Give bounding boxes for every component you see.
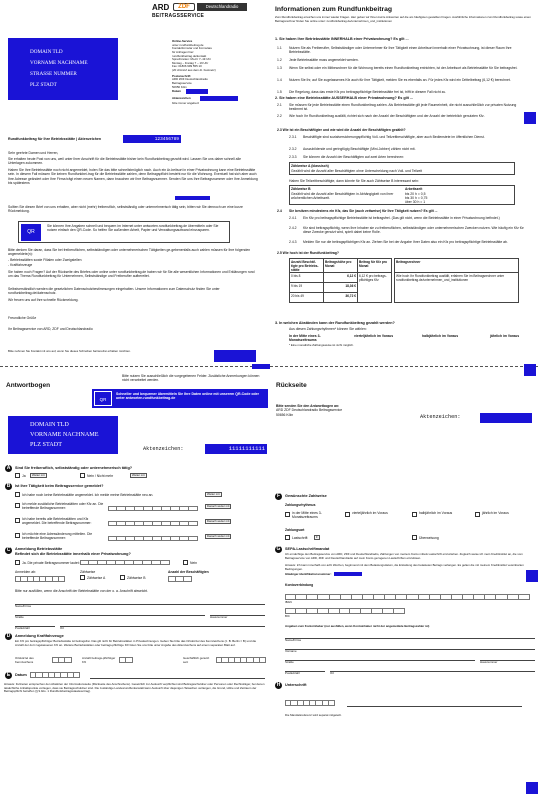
fee-header: Beitragsrechner: [395, 259, 519, 273]
zdf-logo: ZDF: [173, 3, 195, 11]
address-line: PLZ STADT: [30, 82, 57, 88]
bic-label: BIC: [285, 614, 290, 618]
checkbox-lastschrift[interactable]: [285, 535, 290, 540]
fee-cell: 20 bis 49: [290, 293, 324, 303]
letter-list-item: - Betriebsstätten sowie Filialen oder Zweigstellen: [8, 258, 82, 262]
deadline-redaction: [175, 196, 210, 200]
name-firma-line[interactable]: [15, 604, 265, 605]
item-text: Sie müssen für jede Betriebsstätte einen Rundfunkbeitrag zahlen. Als Betriebsstätte gilt jede Raumeinheit, die nicht ausschließlich zur privaten Nutzung bestimmt ist.: [289, 103, 517, 112]
postal-title: Postanschrift: [172, 73, 191, 78]
online-service-line: für Anfragen hier:: [172, 49, 195, 54]
anzahl-label: Anzahl der Beschäftigten: [168, 570, 209, 574]
field-label: Vorname: [285, 649, 297, 653]
response-form-front: [0, 370, 270, 800]
zaehlweise-b-label: Zählweise B: [127, 576, 146, 580]
address-line: STRASSE NUMMER: [30, 71, 77, 77]
item-number: 1.1: [277, 46, 282, 50]
online-service-block: [172, 40, 266, 89]
fee-cell: 18,36 €: [324, 283, 358, 293]
letter-paragraph: Bitte denken Sie daran, dass Sie bei freiberuflichen, selbstständigen oder unternehmerischen Tätigkeiten ge-gebenenfalls auch zahlen müssen für Ihre folgenden angemeldete(n):: [8, 248, 251, 257]
field-label: Name/Firma: [15, 604, 31, 608]
form-qr-box: [92, 389, 268, 408]
info-subsection-title: 2.5 Wie hoch ist der Rundfunkbeitrag?: [277, 251, 339, 255]
inhaber-name-line[interactable]: [285, 638, 535, 639]
option-b3-label: Ich habe bereits alle Betriebsstätten und Kfz angemeldet. Die betreffende Beitragsnummer:: [22, 517, 92, 526]
info-section-title: 2. Sie haben eine Betriebsstätte AUSSERHALB einer Privatwohnung? Es gilt ...: [275, 96, 413, 100]
subject-az-number: 123456789: [154, 136, 179, 142]
checkbox-zaehlweise-a[interactable]: [80, 575, 85, 580]
fee-calc-cell: Wie hoch Ihr Rundfunkbeitrag ausfällt, erfahren Sie im Beitragsrechner unter rundfunkbeitrag.de/unternehmen_und_institutionen: [395, 273, 519, 303]
rhythm-note: * Eine monatliche Zahlungsweise ist nicht möglich.: [289, 343, 354, 347]
section-d-text: Ein Kfz pro beitragspflichtiger Betriebsstätte ist beitragsfrei. Das gilt nicht für Betriebsstätten in Privatwohnungen. Geben Sie bitte das Ortskürzel des Kennzeichens (z. B. Berlin = B) und die Anzahl der dort zugelassenen Kfz an. Weitere Betriebsstätten oder beitrags-pflichtige Kfz listen Sie uns bitte unter Angabe des Aktenzeichens auf einem separaten Blatt auf.: [15, 639, 257, 647]
letter-paragraph: Sie erhalten heute Post von uns, weil unter Ihrer Anschrift für die Betriebsstätte bisher kein Rundfunkbeitrag gezahlt wird. Lassen Sie uns daher schnell alle Unterlagen zukommen.: [8, 157, 241, 166]
fee-header: Beitrag für Kfz pro Monat: [358, 259, 392, 273]
rhythm-label: vierteljährlich im Voraus: [352, 511, 388, 515]
section-h-marker: H: [276, 682, 281, 688]
aktenzeichen-label: Aktenzeichen: [172, 96, 191, 100]
fee-cell: 36,72 €: [324, 293, 358, 303]
checkbox-ja-label: Ja: [22, 474, 26, 478]
checkbox-ja[interactable]: [15, 473, 20, 478]
response-form-back: [272, 370, 538, 800]
address-note: Bitte nur ausfüllen, wenn die Anschrift der Betriebsstätte von der o. a. Anschrift abweicht.: [15, 589, 149, 593]
date-redaction: [186, 89, 208, 94]
deutschlandradio-logo: Deutschlandradio: [197, 3, 247, 11]
rhythm-label: jährlich im Voraus: [482, 511, 509, 515]
item-text: Kfz sind beitragspflichtig, wenn Ihre Inhaber sie zu freiberuflichen, selbstständigen oder unternehmerischen Zwecken nutzen. Wie häufig ein Kfz für diese Zwecke genutzt wird, spielt dabei keine Rolle.: [303, 226, 524, 235]
item-text: Wie hoch Ihr Rundfunkbeitrag ausfällt, richtet sich nach der Anzahl der Beschäftigten und der Anzahl der betrieblich genutzten Kfz.: [289, 114, 485, 118]
item-number: 2.1: [277, 103, 282, 107]
checkbox-c-ja-label: Ja. Die private Beitragsnummer lautet:: [22, 561, 80, 565]
letter-paragraph: Sie haben noch Fragen? Auf der Rückseite des Briefes oder online unter rundfunkbeitrag.de haben wir für Sie alle wesentlichen Informationen und Erklärungen rund um das Thema Rundfunkbeitrag für Unternehmen, Selbstständige und Freiberufler aufbereitet.: [8, 270, 255, 279]
send-to-title: Bitte senden Sie den Antwortbogen an:: [276, 404, 340, 408]
cover-letter: [0, 0, 268, 363]
item-text: Die Regelung, dass das erste Kfz pro beitragspflichtige Betriebsstätte frei ist, trifft in diesem Fall nicht zu.: [289, 90, 447, 94]
qr-text: Sie können Ihre Angaben schnell und bequem im Internet unter antworten.rundfunkbeitrag.de übermitteln oder Sie nutzen einfach den QR-Code. So helfen Sie außerdem Arbeit, Papier und Verwaltungsaufwand einzusparen.: [47, 224, 219, 233]
zaehlweise-b-text: Gezählt wird die Anzahl aller Beschäftigten in Abhängigkeit von ihrer wöchentlichen Arbeitszeit.: [291, 192, 394, 201]
weiter-badge: F: [316, 535, 318, 539]
section-f-title: Gewünschte Zahlweise: [285, 494, 327, 498]
item-number: 2.3.1: [289, 135, 297, 139]
datum-field-label: Datum: [15, 673, 27, 677]
form-az-redaction: [205, 444, 267, 454]
back-title: Rückseite: [276, 382, 307, 389]
online-service-line: unter rundfunkbeitrag.de: [172, 42, 204, 47]
letter-paragraph: Wir freuen uns auf Ihre schnelle Rückmeldung.: [8, 298, 79, 302]
form-az-number: 11111111111: [228, 445, 265, 452]
section-e-marker: E: [6, 672, 11, 678]
section-c-title: Anmeldung Betriebsstätte: [15, 547, 63, 551]
letter-paragraph: Selbstverständlich werden die gesetzlichen Datenschutzbestimmungen eingehalten. Unsere Informationen zum Datenschutz finden Sie unter rundfunkbeitrag.de/datenschutz.: [8, 287, 220, 296]
zaehlweise-a-text: Gezählt wird die Anzahl aller Beschäftigten ohne Unterscheidung nach Voll- und Teilzeit: [291, 169, 423, 173]
online-service-line: (20 ct/Anruf aus dem dt. Festnetz): [172, 68, 216, 72]
sepa-hinweis: Hinweis: Ich kann innerhalb von acht Wochen, beginnend mit dem Belastungsdatum, die Erstattung des belasteten Betrags verlangen. Es gelten die mit meinem Kreditinstitut vereinbarten Bedingungen.: [285, 563, 524, 571]
section-d-title: Anmeldung Kraftfahrzeuge: [15, 634, 64, 638]
back-az-label: Aktenzeichen:: [420, 414, 461, 420]
field-label: Postleitzahl: [285, 671, 300, 675]
option-b1-label: Ich habe noch keine Betriebsstätte angemeldet. Ich melde meine Betriebsstätte neu an.: [22, 493, 154, 497]
item-text: Nutzen Sie Ihr, auf Sie zugelassenes Kfz auch für Ihre Tätigkeit, melden Sie es ebenfalls an. Für jedes Kfz wird ein Drittelbeitrag (6,12 €) berechnet.: [289, 78, 511, 82]
item-number: 1.2: [277, 58, 282, 62]
form-qr-text: Schneller und bequemer übermitteln Sie Ihre Daten online mit unserem QR-Code oder unter antworten.rundfunkbeitrag.de: [116, 392, 259, 401]
weiter-badge: Weiter mit: [132, 473, 145, 477]
form-title: Antwortbogen: [6, 382, 51, 389]
item-number: 2.4.1: [289, 216, 297, 220]
anzahl-field[interactable]: [168, 576, 192, 582]
field-label: Name/Firma: [285, 638, 301, 642]
zaehlweise-a-box: [289, 162, 515, 175]
item-number: 1.3: [277, 66, 282, 70]
aktenzeichen-redaction: [200, 96, 238, 101]
zaehlweise-hint: Haben Sie Teilzeitbeschäftigte, dann könnte für Sie auch Zählweise B interessant sein:: [289, 179, 419, 183]
address-line: DOMAIN TLD: [30, 421, 69, 428]
kfz-date-field[interactable]: [216, 657, 266, 663]
letter-signature: Ihr Beitragsservice von ARD, ZDF und Deutschlandradio: [8, 327, 93, 331]
section-b-marker: B: [6, 483, 11, 489]
beitragsnummer-field[interactable]: [108, 506, 198, 511]
checkbox-nein-label: Nein / Nicht mehr: [87, 474, 114, 478]
section-c-marker: C: [6, 547, 11, 553]
form-az-label: Aktenzeichen:: [143, 446, 184, 452]
checkbox-c-nein-label: Nein: [190, 561, 197, 565]
item-text: Beschäftigte sind sozialversicherungspflichtig Voll- und Teilzeitbeschäftigte, aber auch Bedienstete im öffentlichen Dienst.: [303, 135, 485, 139]
ort-line[interactable]: [60, 626, 265, 627]
item-number: 2.2: [277, 114, 282, 118]
arbeitszeit-title: Arbeitszeit: [405, 187, 423, 191]
item-text: Auszubildende und geringfügig Beschäftigte (Mini-Jobber) zählen nicht mit.: [303, 147, 416, 151]
letter-paragraph: Sollten Sie diesen Brief von uns erhalten, aber nicht (mehr) freiberuflich, selbstständig oder unternehmerisch tätig sein, bitten wir Sie dennoch um eine kurze Rückmeldung.: [8, 205, 243, 214]
fee-cell: 6,12 €: [324, 273, 358, 283]
signature-line[interactable]: [90, 678, 265, 679]
checkbox-c-nein[interactable]: [183, 560, 188, 565]
zaehlweise-label: Zählweise: [80, 570, 96, 574]
postal-line: 50656 Köln: [172, 84, 187, 89]
qr-code[interactable]: QR: [21, 224, 41, 241]
form-instruction: Bitte nutzen Sie ausschließlich die vorgegebenen Felder. Zusätzliche Anmerkungen können nicht verarbeitet werden.: [122, 374, 260, 383]
private-beitragsnummer-field[interactable]: [80, 560, 170, 565]
item-text: Melden Sie nur die beitragspflichtigen Kfz an. Ziehen Sie bei der Angabe Ihrer Daten also ein Kfz pro beitragspflichtige Betriebsstätte ab.: [303, 240, 508, 244]
info-page: [272, 0, 538, 363]
address-redaction: [8, 38, 118, 100]
section-d-marker: D: [6, 633, 11, 639]
item-number: 2.4.2: [289, 226, 297, 230]
item-number: 2.3.3: [289, 155, 297, 159]
online-service-title: Online-Service: [172, 39, 193, 43]
anmelden-label: Anmelden ab:: [15, 570, 36, 574]
field-label: Ortskürzel des Kennzeichens: [15, 656, 34, 664]
address-line: VORNAME NACHNAME: [30, 431, 99, 438]
rhythm-subtitle: Aus diesen Zahlungsrhythmen* können Sie wählen:: [289, 327, 367, 331]
item-number: 2.4.3: [289, 240, 297, 244]
zahlungsart-title: Zahlungsart: [285, 528, 305, 532]
ard-logo: ARD: [152, 3, 170, 12]
unterschrift-date-field[interactable]: [285, 700, 335, 706]
field-label: Geschäftlich genutzt seit:: [183, 656, 210, 664]
kontoverbindung-title: Kontoverbindung: [285, 583, 314, 587]
info-subsection-title: Sie besitzen mindestens ein Kfz, das Sie (auch zeitweise) für Ihre Tätigkeit nutzen? Es gilt ...: [289, 209, 438, 213]
lastschrift-label: Lastschrift: [292, 536, 308, 540]
field-label: Hausnummer: [480, 660, 498, 664]
online-service-line: Fax: 01806 999 555 10: [172, 64, 202, 69]
checkbox-b2[interactable]: [15, 503, 20, 508]
checkbox-rhythm-halbjaehrlich[interactable]: [412, 512, 417, 517]
zaehlweise-a-label: Zählweise A: [87, 576, 106, 580]
field-label: Postleitzahl: [15, 626, 30, 630]
mandate-note: Die Mandatsreferenz wird separat mitgeteilt.: [285, 713, 342, 717]
weiter-badge: Weiter mit: [207, 492, 220, 496]
weiter-badge: Danach weiter mit: [207, 534, 230, 538]
fee-header: Beitragshöhe pro Monat: [324, 259, 358, 273]
checkbox-rhythm-mitte[interactable]: [285, 512, 290, 517]
edge-redaction: [524, 112, 536, 124]
zaehlweise-a-title: Zählweise A (klassisch): [291, 164, 329, 168]
kontoinhaber-title: Angaben zum Kontoinhaber (nur ausfüllen, wenn Kontoinhaber nicht der angemeldete Beitragszahler ist): [285, 624, 430, 628]
footer-redaction: [214, 350, 256, 362]
form-address-redaction: [8, 416, 118, 454]
edge-redaction: [524, 364, 536, 376]
checkbox-nein[interactable]: [80, 473, 85, 478]
field-label: Ort: [60, 626, 65, 630]
send-to-block: [276, 404, 396, 417]
kfz-anzahl-field[interactable]: [119, 657, 133, 663]
rhythm-option: halbjährlich im Voraus: [422, 334, 459, 338]
arbeitszeit-row: über 30 h = 1: [405, 200, 426, 204]
checkbox-b1[interactable]: [15, 492, 20, 497]
send-to-line: ARD ZDF Deutschlandradio Beitragsservice: [276, 408, 343, 413]
rhythm-option: In der Mitte eines 3-Monatszeitraums: [289, 334, 321, 343]
inhaber-ort-line[interactable]: [330, 671, 535, 672]
info-subsection-title: 2.3 Wie ist ein Beschäftigter und wie wird die Anzahl der Beschäftigten gezählt?: [277, 128, 406, 132]
rhythm-option: vierteljährlich im Voraus: [354, 334, 394, 338]
fee-table: [289, 258, 519, 303]
postal-line: ARD ZDF Deutschlandradio: [172, 77, 208, 82]
item-text: Ein Kfz pro beitragspflichtige Betriebsstätte ist beitragsfrei. (Das gilt nicht, wenn die Betriebsstätte in einer Privatwohnung befindet.): [303, 216, 500, 220]
datum-field[interactable]: [30, 672, 80, 678]
strasse-line[interactable]: [15, 615, 205, 616]
field-label: Hausnummer: [210, 615, 228, 619]
item-text: Wenn Sie selbst oder ein Mitbewohner für die Wohnung bereits einen Rundfunkbeitrag entrichten, ist der Arbeitsort als Betriebsstätte für Sie beitragsfrei.: [289, 66, 518, 70]
item-number: 1.4: [277, 78, 282, 82]
address-line: PLZ STADT: [30, 441, 62, 448]
checkbox-zaehlweise-b[interactable]: [120, 575, 125, 580]
item-text: Jede Betriebsstätte muss angemeldet werden.: [289, 58, 359, 62]
arbeitszeit-row: bis 30 h = 0,75: [405, 196, 428, 200]
section-c-question: Befindet sich die Betriebsstätte innerhalb einer Privatwohnung?: [15, 552, 131, 556]
checkbox-c-ja[interactable]: [15, 560, 20, 565]
letter-closing: Freundliche Grüße: [8, 316, 37, 320]
address-line: VORNAME NACHNAME: [30, 60, 88, 66]
rhythm-label: halbjährlich im Voraus: [419, 511, 453, 515]
beitragsnummer-field[interactable]: [108, 521, 198, 526]
letter-list-item: - Kraftfahrzeuge: [8, 263, 33, 267]
ortskuerzel-field[interactable]: [52, 657, 72, 663]
section-a-marker: A: [6, 465, 11, 471]
info-intro: Zum Rundfunkbeitrag erreichen uns immer wieder Fragen. Hier geben wir Ihnen kurze Antworten auf die am häufigsten gestellten Fragen. Ausführliche Informationen zum Rundfunkbeitrag sowie einen Beitragsrechner finden Sie online unter: rundfunkbeitrag.de/unternehmen_und_institutionen: [275, 15, 531, 23]
letter-footer: Bitte nehmen Sie Kontakt mit uns auf, wenn Sie dieses Schreiben barrierefrei erhalten möchten.: [8, 349, 131, 353]
inhaber-vorname-line[interactable]: [285, 649, 535, 650]
ueberweisung-label: Überweisung: [419, 536, 439, 540]
glaeubiger-redaction: [334, 572, 362, 576]
rhythm-option: jährlich im Voraus: [490, 334, 520, 338]
beitragsservice-label: BEITRAGSSERVICE: [152, 13, 205, 19]
arbeitszeit-row: bis 20 h = 0,5: [405, 192, 426, 196]
field-label: Straße: [285, 660, 294, 664]
online-service-line: Kontaktformular und Formulare: [172, 46, 213, 51]
letter-paragraph: Haben Sie Ihre Betriebsstätte noch nicht angemeldet, holen Sie das bitte schnellstmöglich nach. Auch ein Ar-beitsort in einer Privatwohnung kann eine Betriebsstätte sein. In diesem Fall müssen Sie keinen Rundfunkbei-trag für die Betriebsstätte zahlen, denn Beitragspflicht besteht nur für die Wohnung. Eventuell hat sich aber auch Ihre Adresse geändert oder Ihre Firma trägt einen neuen Namen, dann brauchen wir Ihre Beitragsnummer. Senden Sie uns Ihre Beitragsnummer oder Ihre Anmeldung bis spätestens: [8, 168, 258, 185]
fold-redaction: [252, 364, 270, 369]
online-service-line: rundfunkbeitrag.de/kontakt: [172, 53, 207, 58]
item-number: 2.3.2: [289, 147, 297, 151]
checkbox-b3[interactable]: [15, 518, 20, 523]
qr-info-box: [18, 221, 230, 243]
checkbox-rhythm-jaehrlich[interactable]: [475, 512, 480, 517]
datum-label: Datum: [172, 89, 181, 93]
item-text: Sie können die Anzahl der Beschäftigten auf zwei Arten berechnen:: [303, 155, 405, 159]
form-hinweis: Hinweis: Fußnoten entsprechen den Absätzen der Informationsseite (Rückseite des Anschreibens). Gesetzlich zur Auskunft verpflichtet sind Beitragsschuldner oder Personen oder Rechtsträger, bei denen tatsächliche Anhaltspunkte vorliegen, dass sie Beitragsschuldner sind. Die zuständige Landesrundfunkanstalt kann Auskunft über diejenigen Tatsachen verlangen, die Grund, Höhe und Zeitraum der Beitragspflicht betreffen (§ 9 Abs. 1 Rundfunkbeitragsstaatsvertrag).: [4, 682, 265, 694]
section-g-title: SEPA-Lastschriftmandat: [285, 547, 330, 551]
fee-kfz-cell: 6,12 € pro beitrags-pflichtiges Kfz: [358, 273, 392, 303]
iban-label: IBAN: [285, 600, 292, 604]
online-service-line: Montag – Freitag 7 – 19 Uhr: [172, 60, 209, 65]
section-h-title: Unterschrift: [285, 683, 307, 687]
checkbox-b4[interactable]: [15, 533, 20, 538]
inhaber-strasse-line[interactable]: [285, 660, 475, 661]
option-b2-label: Ich melde zusätzliche Betriebsstätten oder Kfz an. Die betreffende Beitragsnummer:: [22, 502, 104, 511]
checkbox-ueberweisung[interactable]: [412, 535, 417, 540]
rhythm-title: Zahlungsrhythmus: [285, 503, 316, 507]
weiter-badge: Danach weiter mit: [207, 519, 230, 523]
postal-line: Beitragsservice: [172, 80, 192, 85]
section-f-marker: F: [276, 493, 281, 499]
sepa-text: Ich ermächtige den Beitragsservice von ARD, ZDF und Deutschlandradio, Zahlungen von meinem Konto mittels Lastschrift einzuziehen. Zugleich weise ich mein Kreditinstitut an, die vom Beitragsservice von ARD, ZDF und Deutschlandradio auf mein Konto gezogenen Lastschriften einzulösen.: [285, 552, 523, 560]
form-qr-code[interactable]: QR: [94, 391, 112, 406]
info-section-title: 3. In welchen Abständen kann der Rundfunkbeitrag gezahlt werden?: [275, 321, 395, 325]
fee-cell: 9 bis 19: [290, 283, 324, 293]
info-section-title: 1. Sie haben Ihre Betriebsstätte INNERHALB einer Privatwohnung? Es gilt ...: [275, 37, 409, 41]
online-service-line: Sprechzeiten: Mo-Fr 7–19 Uhr: [172, 57, 211, 62]
back-az-redaction: [480, 413, 532, 423]
item-number: 1.5: [277, 90, 282, 94]
letter-greeting: Sehr geehrte Damen und Herren,: [8, 151, 59, 155]
fee-header: Anzahl Beschäf-tigte pro Betriebs-stätte: [290, 259, 324, 273]
edge-redaction: [526, 782, 538, 794]
iban-field[interactable]: [285, 594, 530, 600]
fee-cell: 0 bis 8: [290, 273, 324, 283]
aktenzeichen-note: bitte immer angeben!: [172, 101, 200, 105]
item-text: Nutzen Sie als Freiberufler, Selbstständiger oder Unternehmer für Ihre Tätigkeit einen Arbeitsort innerhalb einer Privatwohnung, ist dieser Raum Ihre Betriebsstätte.: [289, 46, 512, 55]
weiter-badge: Danach weiter mit: [207, 504, 230, 508]
zaehlweise-b-title: Zählweise B: [291, 187, 311, 191]
send-to-line: 50656 Köln: [276, 412, 294, 417]
rhythm-label: in der Mitte eines 3-Monatszeitraums: [292, 511, 322, 520]
info-title: Informationen zum Rundfunkbeitrag: [275, 6, 393, 13]
unterschrift-line[interactable]: [347, 706, 522, 707]
checkbox-rhythm-vierteljaehrlich[interactable]: [345, 512, 350, 517]
field-label: Straße: [15, 615, 24, 619]
field-label: Anzahl beitrags-pflichtiger Kfz: [82, 656, 116, 664]
subject-az-redaction: [123, 135, 181, 143]
section-g-marker: G: [276, 546, 281, 552]
section-b-question: Ist Ihre Tätigkeit beim Beitragsservice gemeldet?: [15, 484, 104, 488]
option-b4-label: Ich möchte eine Adressänderung mitteilen. Die betreffende Beitragsnummer:: [22, 532, 93, 541]
anmelden-date-field[interactable]: [15, 576, 65, 582]
letter-subject: Rundfunkbeitrag für Ihre Betriebsstätte | Aktenzeichen: [8, 137, 102, 141]
bic-field[interactable]: [285, 608, 405, 614]
address-line: DOMAIN TLD: [30, 49, 63, 55]
weiter-badge: Weiter mit: [32, 473, 45, 477]
edge-redaction: [526, 570, 538, 582]
glaeubiger-label: Gläubiger-Identifikationsnummer:: [285, 572, 332, 576]
zaehlweise-b-box: [289, 185, 515, 205]
field-label: Ort: [330, 671, 335, 675]
section-a-question: Sind Sie freiberuflich, selbstständig oder unternehmerisch tätig?: [15, 466, 133, 470]
item-number: 2.4: [277, 209, 282, 213]
beitragsnummer-field[interactable]: [108, 536, 198, 541]
